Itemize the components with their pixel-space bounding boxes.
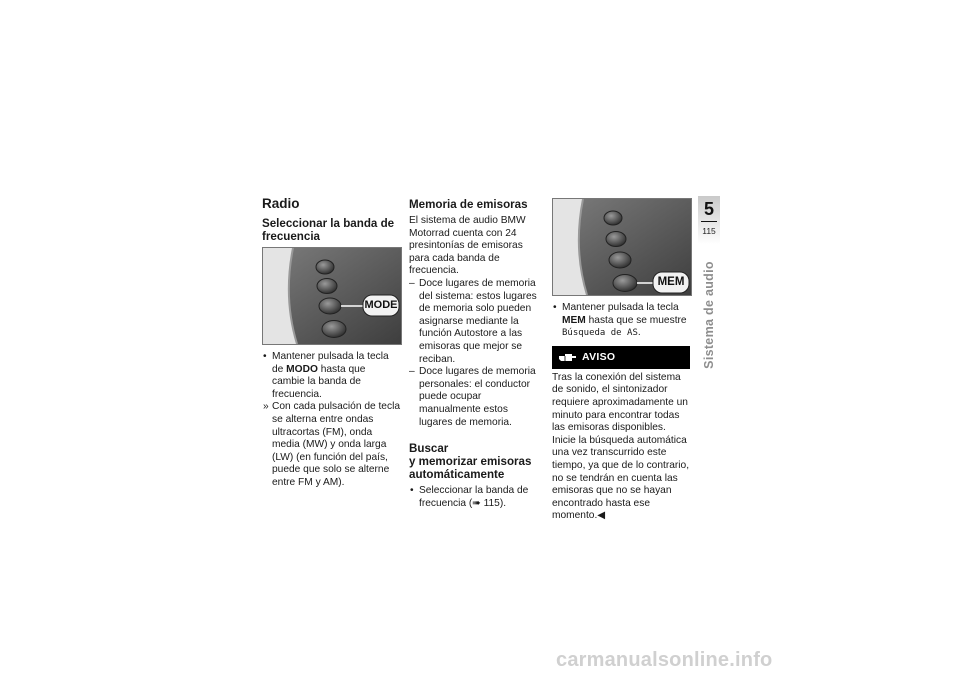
chapter-number: 5 — [703, 199, 714, 219]
chapter-title-vertical: Sistema de audio — [702, 261, 716, 369]
heading-buscar-memorizar: Buscar y memorizar emisoras automáticamente — [409, 442, 532, 482]
page-number: 115 — [702, 226, 716, 236]
mem-button-photo — [552, 198, 692, 296]
key-name-modo: MODO — [286, 363, 318, 375]
watermark: carmanualsonline.info — [556, 649, 773, 671]
notice-paragraph: Tras la conexión del sistema de sonido, el sintonizador requiere aproximadamente un minuto para encontrar todas las emisoras disponibles. Inicie la búsqueda automática una vez transcurrido este tiempo, ya que de lo contrario, no se tendrán en cuenta las emisoras que no se hayan encontrado hasta ese momento.◀ — [552, 371, 690, 522]
intro-paragraph: El sistema de audio BMW Motorrad cuenta con 24 presintonías de emisoras para cada banda de frecuencia. — [409, 215, 526, 277]
column-right — [552, 196, 690, 523]
heading-memoria-emisoras: Memoria de emisoras — [409, 198, 528, 211]
key-name-mem: MEM — [562, 314, 586, 326]
list-item: – Doce lugares de memoria personales: el conductor puede ocupar manualmente estos lugares de memoria. — [409, 366, 536, 428]
chapter-sidebar — [698, 196, 720, 486]
column-middle — [409, 196, 543, 510]
mem-button-label: MEM — [657, 276, 685, 288]
pointing-hand-icon — [558, 350, 578, 364]
mode-button-photo — [262, 247, 402, 345]
section-title: Radio — [262, 196, 300, 211]
list-item: • Seleccionar la banda de frecuencia (➠ 115). — [410, 485, 529, 509]
bullet-marker: • — [263, 351, 267, 362]
result-marker: » — [263, 401, 269, 413]
chapter-tab — [698, 196, 720, 244]
list-item: • Mantener pulsada la tecla de MODO hasta que cambie la banda de frecuencia. — [263, 351, 389, 400]
display-text: Búsqueda de AS — [562, 328, 638, 339]
end-triangle-icon: ◀ — [597, 510, 606, 522]
mode-button-label: MODE — [364, 299, 398, 311]
instruction-list-search — [409, 485, 543, 510]
page-reference-arrow-icon: ➠ — [472, 497, 481, 509]
column-left — [262, 196, 400, 490]
list-item: » Con cada pulsación de tecla se alterna entre ondas ultracortas (FM), onda media (MW) y onda larga (LW) (en función del país, puede que solo se alterne entre FM y AM). — [263, 401, 400, 488]
instruction-list-mode — [262, 351, 400, 490]
list-item: – Doce lugares de memoria del sistema: estos lugares de memoria solo pueden asignarse mediante la función Autostore a las emisoras que mejor se reciban. — [409, 277, 537, 365]
notice-label: AVISO — [582, 350, 616, 363]
notice-banner — [552, 346, 690, 369]
instruction-list-mem — [552, 302, 690, 340]
subsection-title-frequency: Seleccionar la banda de frecuencia — [262, 217, 395, 243]
memory-types-list — [409, 278, 543, 429]
handlebar-switch-illustration — [263, 248, 401, 344]
list-item: • Mantener pulsada la tecla MEM hasta que se muestre Búsqueda de AS. — [553, 302, 687, 339]
